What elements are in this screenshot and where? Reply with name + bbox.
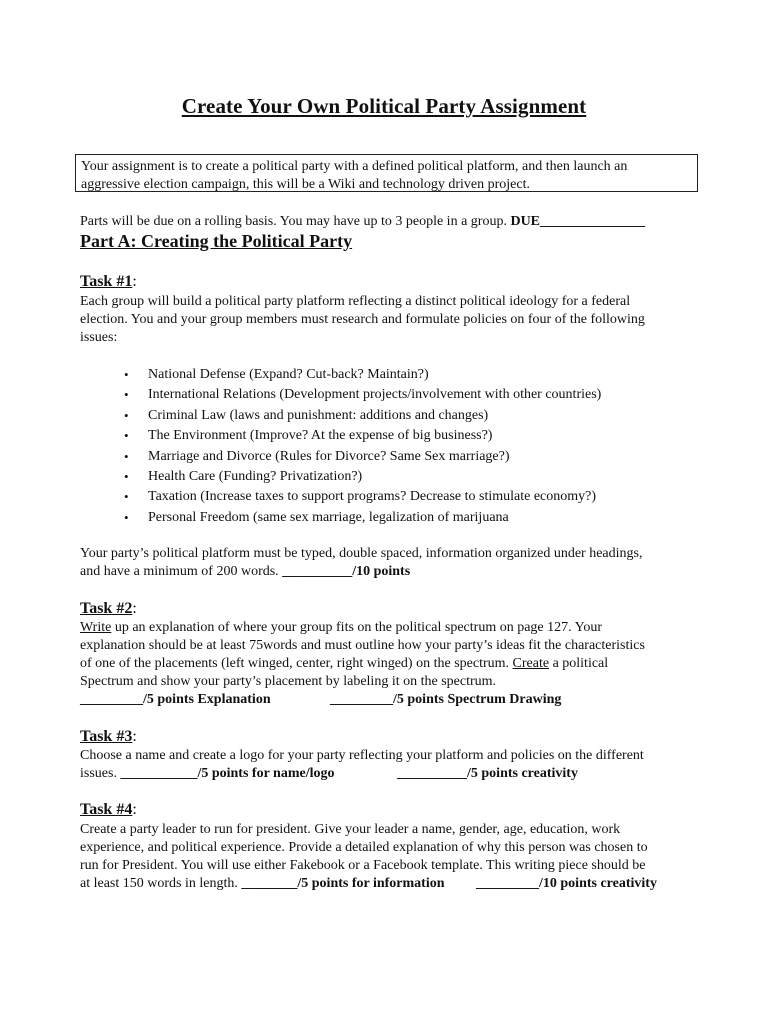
list-item: • International Relations (Development projects/involvement with other countries) — [120, 385, 601, 405]
rolling-basis-text: Parts will be due on a rolling basis. You may have up to 3 people in a group. — [80, 214, 511, 229]
platform-line-2: and have a minimum of 200 words. __________/10 points — [80, 564, 411, 579]
task-1-heading — [80, 272, 137, 292]
task-3-points-creativity: __________/5 points creativity — [397, 766, 578, 781]
write-keyword: Write — [80, 620, 112, 635]
intro-box — [75, 154, 698, 192]
task-4-points-creativity: _________/10 points creativity — [476, 876, 657, 891]
task-1-line-1: Each group will build a political party platform reflecting a distinct political ideology for a federal — [80, 294, 631, 309]
list-item: • National Defense (Expand? Cut-back? Maintain?) — [120, 365, 601, 385]
task-4-line-3: run for President. You will use either Fakebook or a Facebook template. This writing piece should be — [80, 858, 646, 873]
task-2-points-explanation: _________/5 points Explanation — [80, 692, 271, 707]
bullet-icon: • — [124, 468, 129, 484]
task-4-line-2: experience, and political experience. Provide a detailed explanation of why this person was chosen to — [80, 840, 648, 855]
task-4-heading — [80, 800, 137, 820]
create-keyword: Create — [512, 656, 550, 671]
task-2-line-3: of one of the placements (left winged, center, right winged) on the spectrum. Create a political — [80, 656, 609, 671]
part-a-heading: Part A: Creating the Political Party — [80, 231, 353, 251]
task-2-name: Task #2 — [80, 600, 133, 617]
list-item: • Criminal Law (laws and punishment: additions and changes) — [120, 406, 601, 426]
task-4-colon: : — [132, 801, 137, 818]
task-4-name: Task #4 — [80, 801, 133, 818]
task-3-heading — [80, 727, 137, 747]
due-field: DUE_______________ — [510, 214, 646, 229]
task-1-line-2: election. You and your group members must research and formulate policies on four of the following — [80, 312, 645, 327]
task-1-colon: : — [132, 273, 137, 290]
task-3-line-2: issues. ___________/5 points for name/logo — [80, 766, 335, 781]
page-title: Create Your Own Political Party Assignment — [181, 94, 587, 118]
list-item: • The Environment (Improve? At the expense of big business?) — [120, 426, 601, 446]
bullet-icon: • — [124, 407, 129, 423]
intro-line-1: Your assignment is to create a political party with a defined political platform, and then launch an — [81, 159, 628, 174]
bullet-icon: • — [124, 489, 129, 505]
issues-list — [120, 365, 601, 528]
task-3-colon: : — [132, 728, 137, 745]
task-3-line-1: Choose a name and create a logo for your party reflecting your platform and policies on the different — [80, 748, 644, 763]
list-item: • Marriage and Divorce (Rules for Divorce? Same Sex marriage?) — [120, 447, 601, 467]
task-4-line-1: Create a party leader to run for president. Give your leader a name, gender, age, education, work — [80, 822, 621, 837]
task-2-line-1: Write up an explanation of where your group fits on the political spectrum on page 127. Your — [80, 620, 602, 635]
bullet-icon: • — [124, 367, 129, 382]
task-2-heading — [80, 599, 137, 619]
list-item: • Personal Freedom (same sex marriage, legalization of marijuana — [120, 508, 601, 528]
task-1-line-3: issues: — [80, 330, 118, 345]
task-4-line-4: at least 150 words in length. ________/5 points for information — [80, 876, 445, 891]
bullet-icon: • — [124, 428, 129, 444]
bullet-icon: • — [124, 387, 129, 403]
task-1-name: Task #1 — [80, 273, 133, 290]
list-item: • Health Care (Funding? Privatization?) — [120, 467, 601, 487]
list-item: • Taxation (Increase taxes to support programs? Decrease to stimulate economy?) — [120, 487, 601, 507]
task-3-points-name: ___________/5 points for name/logo — [120, 766, 335, 781]
task-4-points-info: ________/5 points for information — [241, 876, 445, 891]
rolling-basis-line — [80, 213, 645, 231]
platform-points: __________/10 points — [282, 564, 411, 579]
task-2-colon: : — [132, 600, 137, 617]
task-2-points-drawing: _________/5 points Spectrum Drawing — [330, 692, 562, 707]
intro-line-2: aggressive election campaign, this will be a Wiki and technology driven project. — [81, 177, 530, 192]
platform-line-1: Your party’s political platform must be typed, double spaced, information organized under headings, — [80, 546, 643, 561]
task-2-line-2: explanation should be at least 75words and must outline how your party’s ideas fit the characteristics — [80, 638, 645, 653]
bullet-icon: • — [124, 509, 129, 525]
task-2-line-4: Spectrum and show your party’s placement by labeling it on the spectrum. — [80, 674, 497, 689]
bullet-icon: • — [124, 448, 129, 464]
task-3-name: Task #3 — [80, 728, 133, 745]
